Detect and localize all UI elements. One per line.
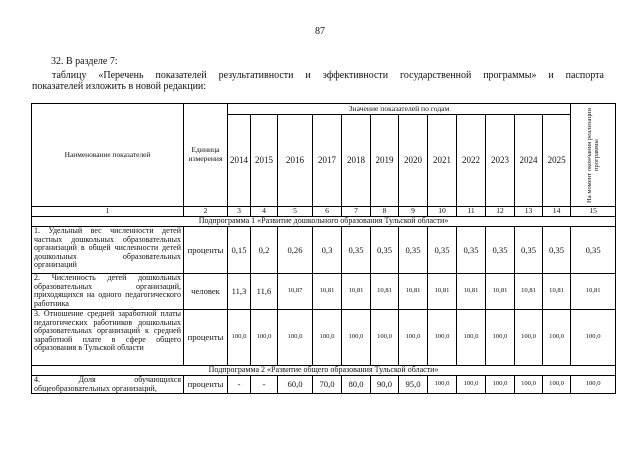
column-number: 15	[571, 207, 616, 217]
intro-text-line: таблицу «Перечень показателей результативности и эффективности государственной программы» и паспорта	[52, 70, 604, 81]
value-cell: 10,81	[543, 274, 571, 310]
value-cell: 80,0	[342, 376, 371, 394]
table-header-row	[32, 104, 616, 115]
value-cell: 0,2	[251, 227, 278, 274]
value-cell: 95,0	[399, 376, 428, 394]
value-cell: 0,35	[457, 227, 486, 274]
indicator-name: 4. Доля обучающихся общеобразовательных организаций,	[32, 376, 184, 394]
table-row	[32, 274, 616, 310]
value-cell: 100,0	[571, 310, 616, 366]
subprogram-2-title: Подпрограмма 2 «Развитие общего образования Тульской области»	[32, 366, 616, 376]
year-header: 2024	[515, 115, 543, 207]
value-cell: 100,0	[278, 310, 313, 366]
value-cell: 60,0	[278, 376, 313, 394]
table-row	[32, 310, 616, 366]
value-cell: 0,3	[313, 227, 342, 274]
column-number: 1	[32, 207, 184, 217]
year-header: 2015	[251, 115, 278, 207]
value-cell: 90,0	[371, 376, 399, 394]
value-cell: 0,35	[371, 227, 399, 274]
value-cell: 100,0	[486, 310, 515, 366]
unit-cell: проценты	[184, 310, 228, 366]
value-cell: 10,81	[342, 274, 371, 310]
year-header: 2020	[399, 115, 428, 207]
subprogram-1-title: Подпрограмма 1 «Развитие дошкольного образования Тульской области»	[32, 217, 616, 227]
value-cell: 0,35	[543, 227, 571, 274]
value-cell: 100,0	[515, 376, 543, 394]
column-number: 13	[515, 207, 543, 217]
year-header: 2018	[342, 115, 371, 207]
table-column-numbers-row	[32, 207, 616, 217]
value-cell: 0,35	[515, 227, 543, 274]
value-cell: 10,81	[457, 274, 486, 310]
value-cell: -	[228, 376, 251, 394]
value-cell: 100,0	[486, 376, 515, 394]
year-header: 2023	[486, 115, 515, 207]
value-cell: 0,35	[571, 227, 616, 274]
value-cell: 11,3	[228, 274, 251, 310]
column-number: 3	[228, 207, 251, 217]
value-cell: 100,0	[371, 310, 399, 366]
unit-cell: человек	[184, 274, 228, 310]
value-cell: 0,35	[399, 227, 428, 274]
value-cell: 0,15	[228, 227, 251, 274]
subprogram-row	[32, 217, 616, 227]
indicator-name: 1. Удельный вес численности детей частных дошкольных образовательных организаций в общей численности детей дошкольных образовательных организаций	[32, 227, 184, 274]
column-number: 14	[543, 207, 571, 217]
value-cell: 10,87	[278, 274, 313, 310]
unit-cell: проценты	[184, 227, 228, 274]
value-cell: -	[251, 376, 278, 394]
value-cell: 11,6	[251, 274, 278, 310]
value-cell: 100,0	[543, 310, 571, 366]
header-name: Наименование показателей	[32, 104, 184, 207]
page-number: 87	[315, 26, 325, 37]
value-cell: 0,35	[342, 227, 371, 274]
indicator-name: 3. Отношение средней заработной платы педагогических работников дошкольных образовательных организаций к средней заработной плате в сфере общего образования в Тульской области	[32, 310, 184, 366]
value-cell: 100,0	[543, 376, 571, 394]
value-cell: 100,0	[228, 310, 251, 366]
column-number: 8	[371, 207, 399, 217]
table-row	[32, 376, 616, 394]
unit-cell: проценты	[184, 376, 228, 394]
year-header: 2016	[278, 115, 313, 207]
value-cell: 10,81	[371, 274, 399, 310]
value-cell: 10,81	[428, 274, 457, 310]
year-header: 2022	[457, 115, 486, 207]
column-number: 10	[428, 207, 457, 217]
header-values-group: Значение показателей по годам	[228, 104, 571, 115]
year-header: 2017	[313, 115, 342, 207]
value-cell: 10,81	[571, 274, 616, 310]
indicator-name: 2. Численность детей дошкольных образовательных организаций, приходящихся на одного педагогического работника	[32, 274, 184, 310]
value-cell: 100,0	[399, 310, 428, 366]
year-header: 2025	[543, 115, 571, 207]
value-cell: 100,0	[428, 310, 457, 366]
column-number: 6	[313, 207, 342, 217]
intro-text-line-2: показателей изложить в новой редакции:	[32, 81, 207, 92]
value-cell: 100,0	[251, 310, 278, 366]
header-end-cell	[571, 104, 616, 207]
intro-item-heading: 32. В разделе 7:	[51, 56, 118, 67]
column-number: 4	[251, 207, 278, 217]
value-cell: 70,0	[313, 376, 342, 394]
value-cell: 100,0	[457, 376, 486, 394]
value-cell: 0,35	[486, 227, 515, 274]
year-header: 2021	[428, 115, 457, 207]
indicators-table	[31, 103, 616, 394]
column-number: 2	[184, 207, 228, 217]
column-number: 12	[486, 207, 515, 217]
value-cell: 100,0	[457, 310, 486, 366]
year-header: 2019	[371, 115, 399, 207]
value-cell: 0,26	[278, 227, 313, 274]
value-cell: 10,81	[399, 274, 428, 310]
value-cell: 100,0	[428, 376, 457, 394]
value-cell: 0,35	[428, 227, 457, 274]
value-cell: 10,81	[486, 274, 515, 310]
column-number: 9	[399, 207, 428, 217]
value-cell: 100,0	[313, 310, 342, 366]
year-header: 2014	[228, 115, 251, 207]
subprogram-row	[32, 366, 616, 376]
header-unit: Единица измерения	[184, 104, 228, 207]
column-number: 5	[278, 207, 313, 217]
header-end: На момент окончания реализации программы	[586, 107, 601, 203]
value-cell: 10,81	[313, 274, 342, 310]
value-cell: 10,81	[515, 274, 543, 310]
column-number: 11	[457, 207, 486, 217]
column-number: 7	[342, 207, 371, 217]
value-cell: 100,0	[515, 310, 543, 366]
value-cell: 100,0	[342, 310, 371, 366]
value-cell: 100,0	[571, 376, 616, 394]
table-body	[32, 104, 616, 394]
table-row	[32, 227, 616, 274]
